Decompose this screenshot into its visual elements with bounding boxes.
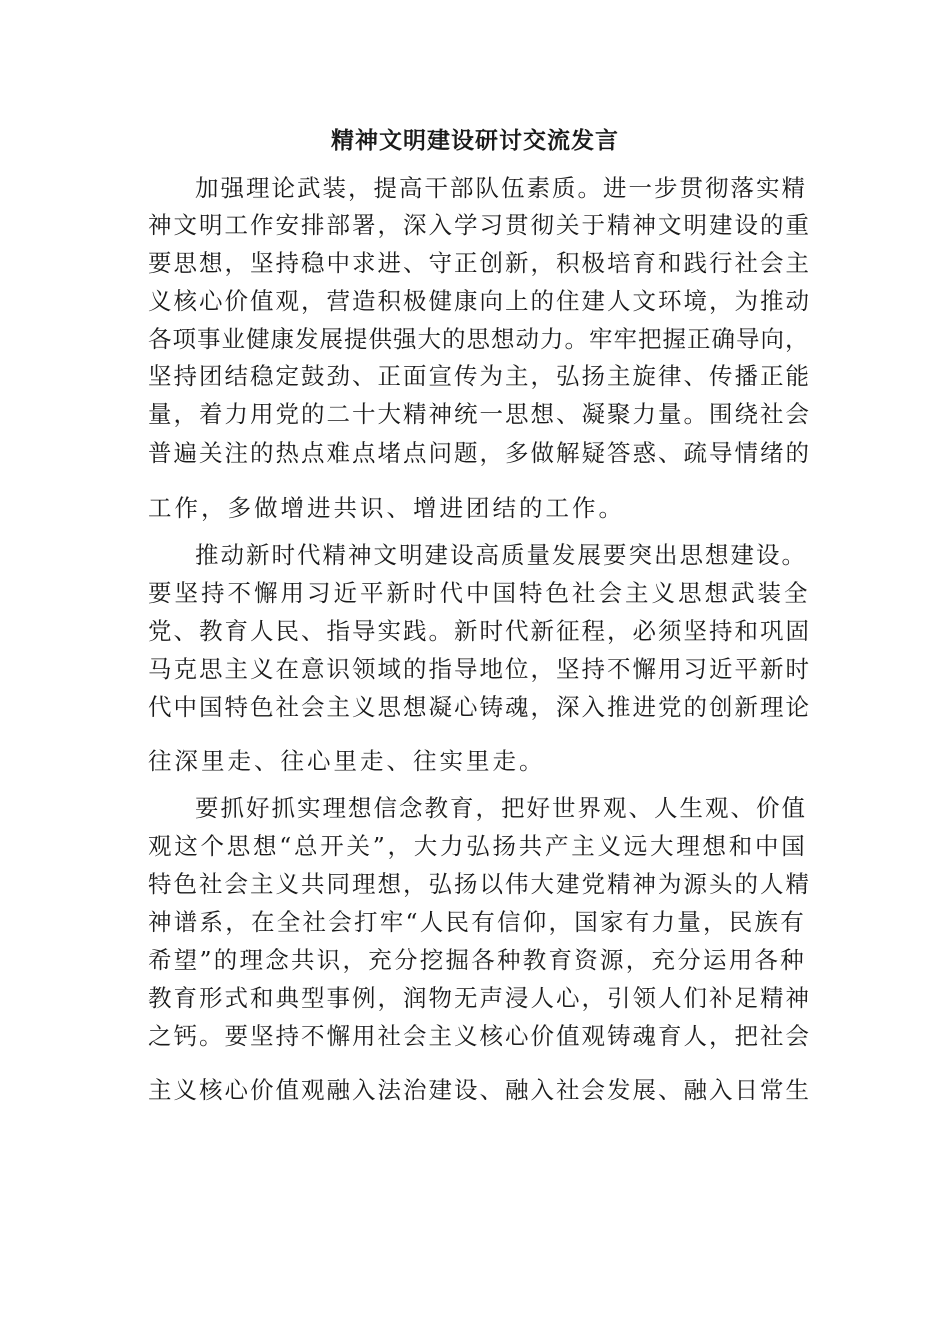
text-line: 义核心价值观，营造积极健康向上的住建人文环境，为推动	[148, 287, 811, 315]
text-line: 特色社会主义共同理想，弘扬以伟大建党精神为源头的人精	[148, 870, 811, 898]
text-line: 加强理论武装，提高干部队伍素质。进一步贯彻落实精	[195, 174, 807, 202]
text-line: 党、教育人民、指导实践。新时代新征程，必须坚持和巩固	[148, 617, 811, 645]
text-line: 主义核心价值观融入法治建设、融入社会发展、融入日常生	[148, 1076, 811, 1104]
text-line: 要思想，坚持稳中求进、守正创新，积极培育和践行社会主	[148, 249, 811, 277]
text-line: 神谱系，在全社会打牢“人民有信仰，国家有力量，民族有	[148, 908, 807, 936]
text-line: 希望”的理念共识，充分挖掘各种教育资源，充分运用各种	[148, 946, 807, 974]
text-line: 普遍关注的热点难点堵点问题，多做解疑答惑、疏导情绪的	[148, 439, 811, 467]
text-line: 往深里走、往心里走、往实里走。	[148, 747, 546, 775]
text-line: 要坚持不懈用习近平新时代中国特色社会主义思想武装全	[148, 579, 811, 607]
text-line: 推动新时代精神文明建设高质量发展要突出思想建设。	[195, 541, 807, 569]
text-line: 教育形式和典型事例，润物无声浸人心，引领人们补足精神	[148, 984, 811, 1012]
text-line: 神文明工作安排部署，深入学习贯彻关于精神文明建设的重	[148, 211, 811, 239]
document-title: 精神文明建设研讨交流发言	[331, 127, 619, 154]
text-line: 工作，多做增进共识、增进团结的工作。	[148, 494, 625, 522]
text-line: 坚持团结稳定鼓劲、正面宣传为主，弘扬主旋律、传播正能	[148, 362, 811, 390]
text-line: 代中国特色社会主义思想凝心铸魂，深入推进党的创新理论	[148, 693, 811, 721]
text-line: 观这个思想“总开关”，大力弘扬共产主义远大理想和中国	[148, 832, 808, 860]
text-line: 量，着力用党的二十大精神统一思想、凝聚力量。围绕社会	[148, 400, 811, 428]
text-line: 马克思主义在意识领域的指导地位，坚持不懈用习近平新时	[148, 655, 811, 683]
text-line: 各项事业健康发展提供强大的思想动力。牢牢把握正确导向，	[148, 325, 810, 353]
text-line: 之钙。要坚持不懈用社会主义核心价值观铸魂育人，把社会	[148, 1022, 811, 1050]
text-line: 要抓好抓实理想信念教育，把好世界观、人生观、价值	[195, 794, 807, 822]
